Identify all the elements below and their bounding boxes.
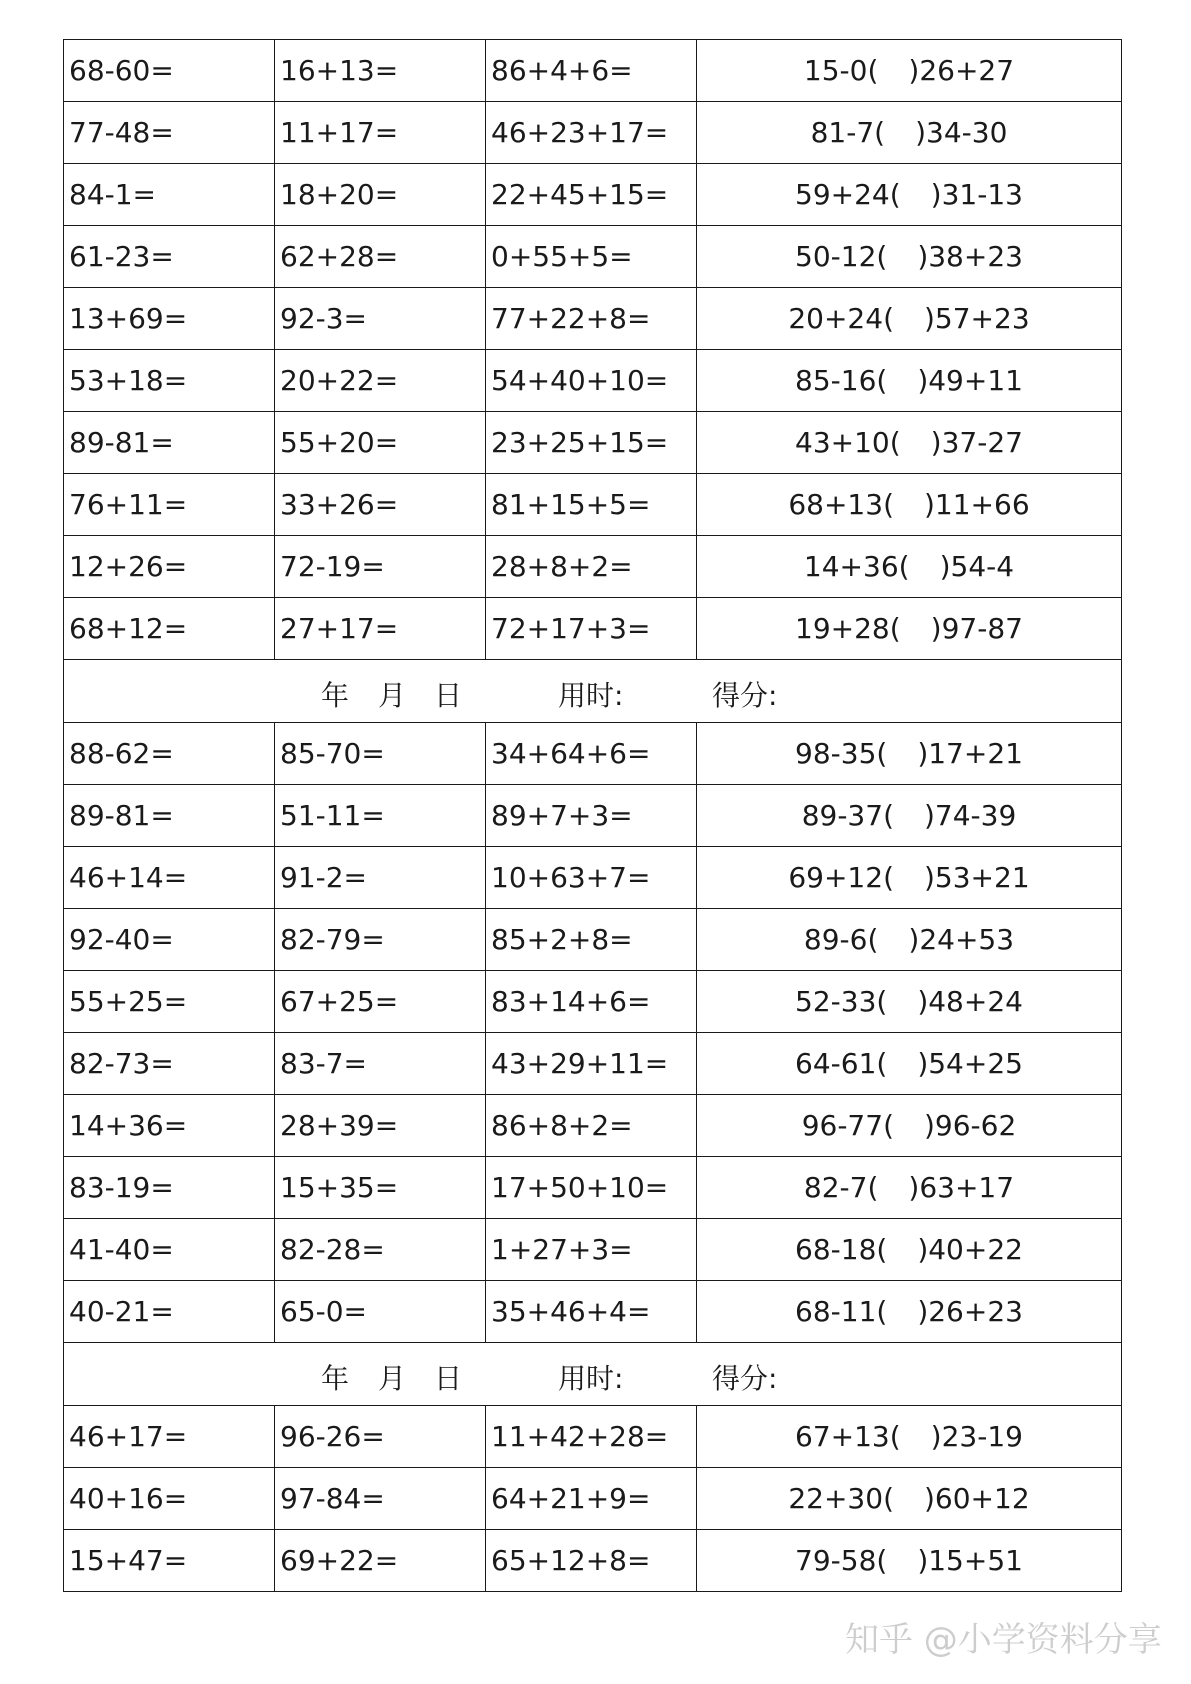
comparison-left: 67+13( bbox=[795, 1420, 901, 1453]
comparison-left: 82-7( bbox=[803, 1171, 879, 1204]
comparison-right: )11+66 bbox=[924, 488, 1030, 521]
problem-cell: 62+28= bbox=[275, 226, 486, 288]
problem-cell: 83-7= bbox=[275, 1033, 486, 1095]
comparison-right: )63+17 bbox=[908, 1171, 1015, 1204]
comparison-right: )96-62 bbox=[924, 1109, 1017, 1142]
comparison-left: 79-58( bbox=[795, 1544, 888, 1577]
problem-cell: 85-70= bbox=[275, 723, 486, 785]
problem-cell: 68+12= bbox=[64, 598, 275, 660]
problem-row bbox=[64, 1530, 1122, 1592]
comparison-cell bbox=[697, 1157, 1122, 1219]
problem-cell: 91-2= bbox=[275, 847, 486, 909]
comparison-right: )48+24 bbox=[917, 985, 1023, 1018]
comparison-right: )34-30 bbox=[915, 116, 1008, 149]
problem-row bbox=[64, 40, 1122, 102]
comparison-cell bbox=[697, 474, 1122, 536]
problem-cell: 68-60= bbox=[64, 40, 275, 102]
comparison-left: 15-0( bbox=[803, 54, 879, 87]
time-label: 用时: bbox=[558, 1362, 624, 1395]
problem-row bbox=[64, 412, 1122, 474]
problem-row bbox=[64, 971, 1122, 1033]
problem-cell: 27+17= bbox=[275, 598, 486, 660]
comparison-cell bbox=[697, 412, 1122, 474]
problem-row bbox=[64, 1219, 1122, 1281]
problem-cell: 85+2+8= bbox=[486, 909, 697, 971]
comparison-cell bbox=[697, 226, 1122, 288]
comparison-right: )53+21 bbox=[924, 861, 1030, 894]
problem-cell: 22+45+15= bbox=[486, 164, 697, 226]
problem-cell: 53+18= bbox=[64, 350, 275, 412]
comparison-right: )23-19 bbox=[930, 1420, 1023, 1453]
problem-row bbox=[64, 288, 1122, 350]
problem-row bbox=[64, 1468, 1122, 1530]
watermark: 知乎 @小学资料分享 bbox=[845, 1620, 1162, 1660]
comparison-cell bbox=[697, 598, 1122, 660]
problem-cell: 16+13= bbox=[275, 40, 486, 102]
comparison-cell bbox=[697, 971, 1122, 1033]
day-label: 日 bbox=[434, 1362, 463, 1395]
problem-cell: 23+25+15= bbox=[486, 412, 697, 474]
comparison-right: )40+22 bbox=[917, 1233, 1023, 1266]
comparison-left: 85-16( bbox=[795, 364, 888, 397]
comparison-left: 22+30( bbox=[788, 1482, 894, 1515]
comparison-cell bbox=[697, 40, 1122, 102]
problem-cell: 20+22= bbox=[275, 350, 486, 412]
comparison-cell bbox=[697, 723, 1122, 785]
problem-cell: 13+69= bbox=[64, 288, 275, 350]
problem-cell: 84-1= bbox=[64, 164, 275, 226]
problem-cell: 92-40= bbox=[64, 909, 275, 971]
comparison-cell bbox=[697, 350, 1122, 412]
section-header bbox=[64, 660, 1122, 723]
comparison-cell bbox=[697, 785, 1122, 847]
section-header bbox=[64, 1343, 1122, 1406]
problem-cell: 76+11= bbox=[64, 474, 275, 536]
problem-cell: 77+22+8= bbox=[486, 288, 697, 350]
comparison-cell bbox=[697, 1406, 1122, 1468]
problem-cell: 83-19= bbox=[64, 1157, 275, 1219]
problem-cell: 51-11= bbox=[275, 785, 486, 847]
problem-cell: 40+16= bbox=[64, 1468, 275, 1530]
comparison-left: 52-33( bbox=[795, 985, 888, 1018]
problem-cell: 40-21= bbox=[64, 1281, 275, 1343]
problem-cell: 89-81= bbox=[64, 785, 275, 847]
problem-cell: 89+7+3= bbox=[486, 785, 697, 847]
year-label: 年 bbox=[321, 679, 350, 712]
problem-cell: 81+15+5= bbox=[486, 474, 697, 536]
year-label: 年 bbox=[321, 1362, 350, 1395]
time-label: 用时: bbox=[558, 679, 624, 712]
comparison-right: )74-39 bbox=[924, 799, 1017, 832]
comparison-cell bbox=[697, 1468, 1122, 1530]
problem-cell: 54+40+10= bbox=[486, 350, 697, 412]
section-header-row bbox=[64, 1343, 1122, 1406]
month-label: 月 bbox=[378, 679, 407, 712]
comparison-cell bbox=[697, 288, 1122, 350]
problem-cell: 41-40= bbox=[64, 1219, 275, 1281]
problem-row bbox=[64, 102, 1122, 164]
comparison-right: )26+23 bbox=[917, 1295, 1023, 1328]
comparison-left: 68-11( bbox=[795, 1295, 888, 1328]
problem-cell: 0+55+5= bbox=[486, 226, 697, 288]
problem-cell: 17+50+10= bbox=[486, 1157, 697, 1219]
problem-row bbox=[64, 474, 1122, 536]
problem-cell: 35+46+4= bbox=[486, 1281, 697, 1343]
problem-row bbox=[64, 1281, 1122, 1343]
problem-cell: 65+12+8= bbox=[486, 1530, 697, 1592]
problem-cell: 28+8+2= bbox=[486, 536, 697, 598]
problem-cell: 77-48= bbox=[64, 102, 275, 164]
comparison-right: )60+12 bbox=[924, 1482, 1030, 1515]
problem-cell: 82-28= bbox=[275, 1219, 486, 1281]
comparison-left: 20+24( bbox=[788, 302, 894, 335]
worksheet-table bbox=[63, 39, 1122, 1592]
problem-cell: 55+25= bbox=[64, 971, 275, 1033]
comparison-left: 43+10( bbox=[795, 426, 901, 459]
problem-row bbox=[64, 1406, 1122, 1468]
problem-cell: 67+25= bbox=[275, 971, 486, 1033]
problem-cell: 86+8+2= bbox=[486, 1095, 697, 1157]
comparison-left: 68-18( bbox=[795, 1233, 888, 1266]
problem-cell: 61-23= bbox=[64, 226, 275, 288]
problem-row bbox=[64, 1157, 1122, 1219]
problem-row bbox=[64, 723, 1122, 785]
problem-row bbox=[64, 350, 1122, 412]
comparison-right: )54-4 bbox=[939, 550, 1015, 583]
problem-cell: 64+21+9= bbox=[486, 1468, 697, 1530]
comparison-right: )97-87 bbox=[930, 612, 1023, 645]
comparison-right: )49+11 bbox=[917, 364, 1023, 397]
problem-cell: 65-0= bbox=[275, 1281, 486, 1343]
problem-cell: 83+14+6= bbox=[486, 971, 697, 1033]
problem-cell: 18+20= bbox=[275, 164, 486, 226]
problem-row bbox=[64, 1095, 1122, 1157]
comparison-right: )31-13 bbox=[930, 178, 1023, 211]
problem-cell: 46+17= bbox=[64, 1406, 275, 1468]
comparison-right: )57+23 bbox=[924, 302, 1030, 335]
problem-cell: 96-26= bbox=[275, 1406, 486, 1468]
comparison-left: 81-7( bbox=[810, 116, 886, 149]
problem-row bbox=[64, 909, 1122, 971]
problem-row bbox=[64, 226, 1122, 288]
problem-cell: 43+29+11= bbox=[486, 1033, 697, 1095]
problem-cell: 11+42+28= bbox=[486, 1406, 697, 1468]
score-label: 得分: bbox=[712, 1362, 778, 1395]
month-label: 月 bbox=[378, 1362, 407, 1395]
problem-cell: 72-19= bbox=[275, 536, 486, 598]
comparison-right: )26+27 bbox=[908, 54, 1015, 87]
problem-cell: 82-79= bbox=[275, 909, 486, 971]
problem-cell: 46+23+17= bbox=[486, 102, 697, 164]
comparison-left: 14+36( bbox=[803, 550, 910, 583]
comparison-right: )38+23 bbox=[917, 240, 1023, 273]
problem-cell: 12+26= bbox=[64, 536, 275, 598]
problem-cell: 34+64+6= bbox=[486, 723, 697, 785]
problem-cell: 46+14= bbox=[64, 847, 275, 909]
comparison-left: 69+12( bbox=[788, 861, 894, 894]
comparison-left: 68+13( bbox=[788, 488, 894, 521]
problem-cell: 72+17+3= bbox=[486, 598, 697, 660]
section-header-row bbox=[64, 660, 1122, 723]
problem-cell: 88-62= bbox=[64, 723, 275, 785]
comparison-cell bbox=[697, 1219, 1122, 1281]
comparison-cell bbox=[697, 847, 1122, 909]
comparison-cell bbox=[697, 1033, 1122, 1095]
comparison-left: 19+28( bbox=[795, 612, 901, 645]
comparison-left: 98-35( bbox=[795, 737, 888, 770]
problem-cell: 97-84= bbox=[275, 1468, 486, 1530]
comparison-cell bbox=[697, 909, 1122, 971]
comparison-left: 89-6( bbox=[803, 923, 879, 956]
problem-cell: 15+47= bbox=[64, 1530, 275, 1592]
comparison-cell bbox=[697, 164, 1122, 226]
comparison-right: )17+21 bbox=[917, 737, 1023, 770]
problem-row bbox=[64, 847, 1122, 909]
problem-cell: 14+36= bbox=[64, 1095, 275, 1157]
problem-cell: 55+20= bbox=[275, 412, 486, 474]
problem-cell: 28+39= bbox=[275, 1095, 486, 1157]
comparison-cell bbox=[697, 536, 1122, 598]
problem-row bbox=[64, 785, 1122, 847]
problem-row bbox=[64, 536, 1122, 598]
comparison-right: )24+53 bbox=[908, 923, 1015, 956]
day-label: 日 bbox=[434, 679, 463, 712]
comparison-left: 59+24( bbox=[795, 178, 901, 211]
problem-row bbox=[64, 164, 1122, 226]
comparison-cell bbox=[697, 1530, 1122, 1592]
problem-cell: 92-3= bbox=[275, 288, 486, 350]
score-label: 得分: bbox=[712, 679, 778, 712]
comparison-left: 64-61( bbox=[795, 1047, 888, 1080]
problem-row bbox=[64, 598, 1122, 660]
problem-cell: 15+35= bbox=[275, 1157, 486, 1219]
comparison-left: 89-37( bbox=[801, 799, 894, 832]
comparison-right: )54+25 bbox=[917, 1047, 1023, 1080]
problem-cell: 11+17= bbox=[275, 102, 486, 164]
comparison-left: 96-77( bbox=[801, 1109, 894, 1142]
problem-cell: 10+63+7= bbox=[486, 847, 697, 909]
comparison-cell bbox=[697, 1095, 1122, 1157]
comparison-right: )15+51 bbox=[917, 1544, 1023, 1577]
problem-cell: 86+4+6= bbox=[486, 40, 697, 102]
problem-cell: 69+22= bbox=[275, 1530, 486, 1592]
problem-cell: 33+26= bbox=[275, 474, 486, 536]
comparison-cell bbox=[697, 1281, 1122, 1343]
comparison-cell bbox=[697, 102, 1122, 164]
comparison-right: )37-27 bbox=[930, 426, 1023, 459]
problem-cell: 82-73= bbox=[64, 1033, 275, 1095]
comparison-left: 50-12( bbox=[795, 240, 888, 273]
problem-cell: 1+27+3= bbox=[486, 1219, 697, 1281]
problem-row bbox=[64, 1033, 1122, 1095]
problem-cell: 89-81= bbox=[64, 412, 275, 474]
